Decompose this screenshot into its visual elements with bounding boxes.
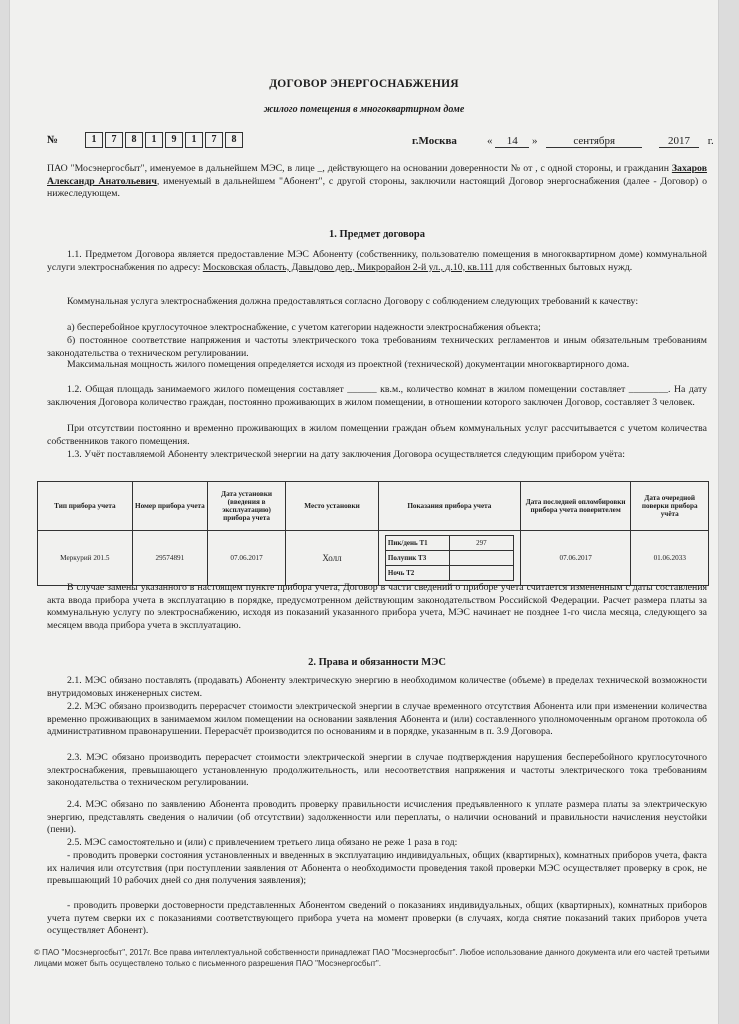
- table-row: [38, 531, 709, 586]
- install-place: Холл: [286, 531, 379, 586]
- requirement-a: а) бесперебойное круглосуточное электроснабжение, с учетом категории надежности электроснабжения объекта;: [67, 322, 541, 333]
- contract-number-row: [47, 132, 717, 150]
- contract-city: г.Москва: [412, 135, 457, 147]
- section-heading: 2. Права и обязанности МЭС: [308, 657, 446, 668]
- digit-box: 9: [165, 132, 183, 148]
- max-power: Максимальная мощность жилого помещения определяется исходя из проектной (технической) документации многоквартирного дома.: [67, 359, 630, 370]
- reading-label: Пик/день Т1: [385, 536, 449, 551]
- temporary-residents: При отсутствии постоянно и временно проживающих в жилом помещении граждан объем коммунальных услуг рассчитывается с учетом количества собственников такого помещения.: [47, 423, 707, 447]
- reading-label: Полупик Т3: [385, 551, 449, 566]
- reading-row: [385, 566, 513, 581]
- clause-1-3: 1.3. Учёт поставляемой Абоненту электрической энергии на дату заключения Договора осуществляется следующим прибором учёта:: [67, 449, 625, 460]
- quality-requirements: Коммунальная услуга электроснабжения должна предоставляться согласно Договору с соблюдением следующих требований к качеству:: [67, 296, 639, 307]
- date-day: 14: [495, 135, 529, 148]
- intro-text-end: , именуемый в дальнейшем "Абонент", с другой стороны, заключили настоящий Договор энергоснабжения (далее - Договор) о нижеследующем.: [47, 175, 707, 200]
- digit-box: 1: [145, 132, 163, 148]
- service-address: Московская область, Давыдово дер., Микрорайон 2-й ул., д.10, кв.111: [202, 261, 494, 273]
- meter-table: [37, 481, 709, 586]
- document-page: [10, 0, 718, 1024]
- digit-box: 8: [125, 132, 143, 148]
- number-label: №: [47, 134, 59, 146]
- section-1: [47, 229, 707, 243]
- meter-replacement: В случае замены указанного в настоящем пункте прибора учета, Договор в части сведений о приборе учета считается измененным с даты составления акта ввода прибора учета в эксплуатацию в порядке, предусмотренном действующим законодательством Российской Федерации. Расчет размера платы за коммунальную услугу по электроснабжению, исходя из показаний указанного прибора учета, МЭС начинает не позднее 1-го числа месяца, следующего за месяцем ввода прибора учета в эксплуатацию.: [47, 582, 707, 631]
- column-header: Место установки: [286, 482, 379, 531]
- date-open-quote: «: [487, 135, 493, 147]
- reading-value: [449, 551, 513, 566]
- clause-1-2: 1.2. Общая площадь занимаемого жилого помещения составляет ______ кв.м., количество комнат в жилом помещении составляет ________. На дату заключения Договора количество граждан, постоянно проживающих в жилом помещении, в отношении которого заключен Договор, составляет 3 человек.: [47, 384, 707, 408]
- reading-value: 297: [449, 536, 513, 551]
- clause-2-4: 2.4. МЭС обязано по заявлению Абонента проводить проверку правильности исчисления предъявленного к уплате размера платы за электрическую энергию, представлять сведения о наличии (об отсутствии) задолженности или переплаты, о наличии оснований и правильности начисления неустойки (пени).: [47, 799, 707, 836]
- date-month: сентября: [546, 135, 642, 148]
- subscriber-name: Захаров Александр Анатольевич: [47, 163, 708, 187]
- column-header: Дата очередной поверки прибора учёта: [631, 482, 709, 531]
- clause-1-1: [47, 249, 707, 274]
- clause-2-5-b: - проводить проверки достоверности представленных Абонентом сведений о показаниях индивидуальных, общих (квартирных), комнатных приборов учета путем сверки их с показаниями соответствующего прибора учета на момент проверки (в случаях, когда снятие показаний таких приборов учета осуществляет Абонент).: [47, 900, 707, 937]
- digit-box: 1: [85, 132, 103, 148]
- column-header: Показания прибора учета: [378, 482, 520, 531]
- column-header: Дата последней опломбировки прибора учета поверителем: [520, 482, 631, 531]
- clause-text: 1.1. Предметом Договора является предоставление МЭС Абоненту (собственнику, пользователю помещения в многоквартирном доме) коммунальной услуги электроснабжения по адресу:: [47, 249, 707, 273]
- readings-table: [385, 535, 514, 581]
- clause-2-2: 2.2. МЭС обязано производить перерасчет стоимости электрической энергии в случае временного отсутствия Абонента или при изменении количества временно проживающих в занимаемом жилом помещении на основании заявления Абонента и (или) составленного уполномоченным органом протокола об административном правонарушении. Перерасчёт производится по основаниям и в порядке, указанным в п. 3.9 Договора.: [47, 701, 707, 738]
- reading-row: [385, 551, 513, 566]
- clause-2-3: 2.3. МЭС обязано производить перерасчет стоимости электрической энергии в случае подтверждения нарушения бесперебойного круглосуточного электроснабжения, превышающего установленную продолжительность, или несоответствия напряжения и частоты электрического тока требованиям законодательства о техническом регулировании.: [47, 752, 707, 789]
- clause-2-5-a: - проводить проверки состояния установленных и введенных в эксплуатацию индивидуальных, общих (квартирных), комнатных приборов учета, факта их наличия или отсутствия (при поступлении заявления от Абонента о необходимости проведения такой проверки МЭС осуществляет проверку в срок, не превышающий 10 рабочих дней со дня получения заявления);: [47, 850, 707, 887]
- contract-number-digits: [85, 132, 245, 148]
- seal-date: 07.06.2017: [520, 531, 631, 586]
- meter-type: Меркурий 201.5: [38, 531, 133, 586]
- document-title: ДОГОВОР ЭНЕРГОСНАБЖЕНИЯ: [269, 78, 459, 90]
- digit-box: 7: [205, 132, 223, 148]
- section-heading: 1. Предмет договора: [329, 229, 425, 240]
- intro-paragraph: [47, 163, 707, 201]
- clause-2-1: 2.1. МЭС обязано поставлять (продавать) Абоненту электрическую энергию в необходимом количестве (объеме) в пределах технической возможности внутридомовых инженерных систем.: [47, 675, 707, 699]
- reading-value: [449, 566, 513, 581]
- copyright-footer: © ПАО "Мосэнергосбыт", 2017г. Все права интеллектуальной собственности принадлежат ПАО "Мосэнергосбыт". Любое использование данного документа или его частей третьими лицами может быть осуществлено только с письменного разрешения ПАО "Мосэнергосбыт".: [34, 948, 710, 968]
- column-header: Дата установки (введения в эксплуатацию) прибора учета: [208, 482, 286, 531]
- next-check-date: 01.06.2033: [631, 531, 709, 586]
- intro-text-start: ПАО "Мосэнергосбыт", именуемое в дальнейшем МЭС, в лице _, действующего на основании доверенности № от , с одной стороны, и гражданин: [47, 163, 670, 174]
- install-date: 07.06.2017: [208, 531, 286, 586]
- document-subtitle: жилого помещения в многоквартирном доме: [263, 104, 465, 115]
- digit-box: 8: [225, 132, 243, 148]
- digit-box: 1: [185, 132, 203, 148]
- date-close-quote: »: [532, 135, 538, 147]
- readings-cell: [378, 531, 520, 586]
- clause-text: для собственных бытовых нужд.: [495, 261, 633, 273]
- column-header: Тип прибора учета: [38, 482, 133, 531]
- requirement-b: б) постоянное соответствие напряжения и частоты электрического тока требованиям технических регламентов и иным обязательным требованиям законодательства о техническом регулировании.: [47, 335, 707, 359]
- date-suffix: г.: [707, 135, 714, 147]
- contract-date: [487, 135, 714, 148]
- clause-2-5: 2.5. МЭС самостоятельно и (или) с привлечением третьего лица обязано не реже 1 раза в год:: [67, 837, 458, 848]
- table-header-row: [38, 482, 709, 531]
- digit-box: 7: [105, 132, 123, 148]
- section-2: [47, 657, 707, 671]
- meter-number: 29574891: [132, 531, 207, 586]
- reading-label: Ночь Т2: [385, 566, 449, 581]
- reading-row: [385, 536, 513, 551]
- column-header: Номер прибора учета: [132, 482, 207, 531]
- date-year: 2017: [659, 135, 699, 148]
